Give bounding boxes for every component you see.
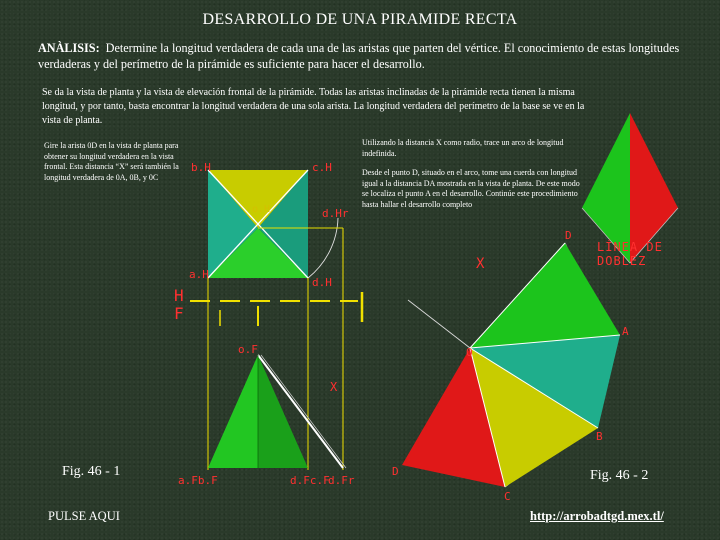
analysis-label: ANÀLISIS: [38,41,100,55]
views-paragraph: Se da la vista de planta y la vista de elevación frontal de la pirámide. Todas las aristas inclinadas de la pirámide recta tienen la misma longitud, y por tanto, basta encontrar la longitud verdadera de una sola arista. La longitud verdadera del perímetro de la base se ve en la vista de planta. [42,87,585,126]
label-afbf: a.Fb.F [178,474,218,487]
front-view [208,355,346,468]
website-link[interactable]: http://arrobadtgd.mex.tl/ [530,509,664,523]
label-d-top: D [565,229,572,242]
label-h: H [174,286,184,305]
label-x-dev: X [476,256,485,272]
label-oh: o.H [252,204,271,215]
label-of: o.F [238,343,258,356]
front-face-left [208,355,258,468]
radius-paragraph: Utilizando la distancia X como radio, trace un arco de longitud indefinida. [362,138,564,158]
linea-de-doblez-label: LÍNEA DE DOBLEZ [597,240,663,268]
analysis-text: Determine la longitud verdadera de cada una de las aristas que parten del vértice. El conocimiento de estas longitudes verdaderas y del perímetro de la pirámide es suficiente para hacer el desarrollo. [38,41,680,71]
label-a: A [622,325,629,338]
page-title: DESARROLLO DE UNA PIRAMIDE RECTA [202,11,518,28]
rotation-arc [308,218,338,278]
plan-view [208,170,343,278]
figure-label-1: Fig. 46 - 1 [62,464,121,479]
label-dhr: d.Hr [322,207,349,220]
label-ch: c.H [312,161,332,174]
label-d-bottom: D [392,465,399,478]
label-x-front: X [330,380,338,394]
label-bh: b.H [191,161,211,174]
pulse-aqui-link[interactable]: PULSE AQUI [48,509,120,523]
development-view [402,243,620,487]
label-o: O [466,346,473,359]
label-ah: a.H [189,268,209,281]
chord-paragraph: Desde el punto D, situado en el arco, tome una cuerda con longitud igual a la distancia DA mostrada en la vista de planta. De este modo se localiza el punto A en el desarrollo. Continúe este procedimiento hasta hallar el desarrollo completo [362,168,580,209]
rotate-paragraph: Gire la arista 0D en la vista de planta para obtener su longitud verdadera en la vista frontal. Esta distancia “X” será también la longitud verdadera de 0A, 0B, y 0C [44,141,179,182]
label-f: F [174,304,184,323]
label-dfcf: d.Fc.F [290,474,330,487]
development-x-line [408,300,470,348]
label-c: C [504,490,511,503]
label-b: B [596,430,603,443]
label-dh: d.H [312,276,332,289]
label-dfr: d.Fr [328,474,355,487]
figure-label-2: Fig. 46 - 2 [590,468,649,483]
